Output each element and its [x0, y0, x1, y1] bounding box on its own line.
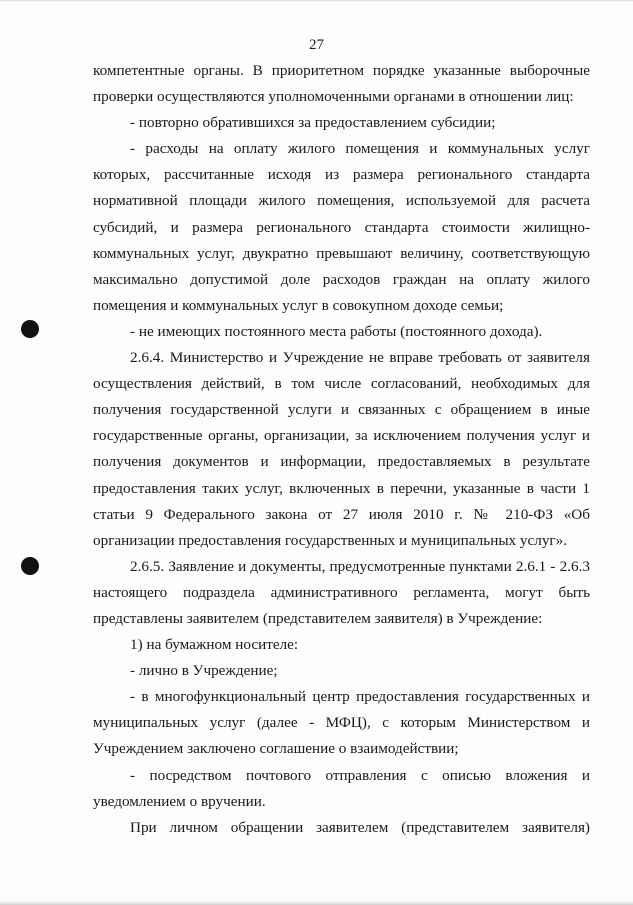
paragraph-2-6-5: 2.6.5. Заявление и документы, предусмотренные пунктами 2.6.1 - 2.6.3 настоящего подраздела административного регламента, могут быть представлены заявителем (представителем заявителя) в Учреждение: [93, 557, 590, 627]
list-item-mfc: - в многофункциональный центр предоставления государственных и муниципальных услуг (далее - МФЦ), с которым Министерством и Учреждением заключено соглашение о взаимодействии; [93, 688, 590, 758]
scan-edge-top [0, 0, 633, 2]
document-body [93, 58, 590, 841]
scan-edge-bottom [0, 901, 633, 905]
list-item-high-expenses: - расходы на оплату жилого помещения и коммунальных услуг которых, рассчитанные исходя из размера регионального стандарта нормативной площади жилого помещения, используемой для расчета субсидий, и размера регионального стандарта стоимости жилищно-коммунальных услуг, двукратно превышают величину, соответствующую максимально допустимой доле расходов граждан на оплату жилого помещения и коммунальных услуг в совокупном доходе семьи; [93, 140, 590, 314]
list-item-postal: - посредством почтового отправления с описью вложения и уведомлением о вручении. [93, 766, 590, 810]
list-item-no-permanent-job: - не имеющих постоянного места работы (постоянного дохода). [130, 322, 543, 340]
paragraph-2-6-4: 2.6.4. Министерство и Учреждение не вправе требовать от заявителя осуществления действий, в том числе согласований, необходимых для получения государственной услуги и связанных с обращением в иные государственные органы, организации, за исключением получения услуг и получения документов и информации, предоставляемых в результате предоставления таких услуг, включенных в перечни, указанные в части 1 статьи 9 Федерального закона от 27 июля 2010 г. № 210-ФЗ «Об организации предоставления государственных и муниципальных услуг». [93, 349, 590, 549]
list-item-repeat-applicants: - повторно обратившихся за предоставлением субсидии; [130, 114, 496, 132]
page-number: 27 [309, 37, 324, 53]
paragraph-continuation: компетентные органы. В приоритетном порядке указанные выборочные проверки осуществляются уполномоченными органами в отношении лиц: [93, 62, 590, 106]
list-item-in-person: - лично в Учреждение; [130, 662, 278, 680]
list-item-paper-medium: 1) на бумажном носителе: [130, 636, 299, 654]
punch-hole-mark [21, 557, 39, 575]
punch-hole-mark [21, 320, 39, 338]
paragraph-personal-appeal: При личном обращении заявителем (представителем заявителя) [130, 818, 590, 836]
